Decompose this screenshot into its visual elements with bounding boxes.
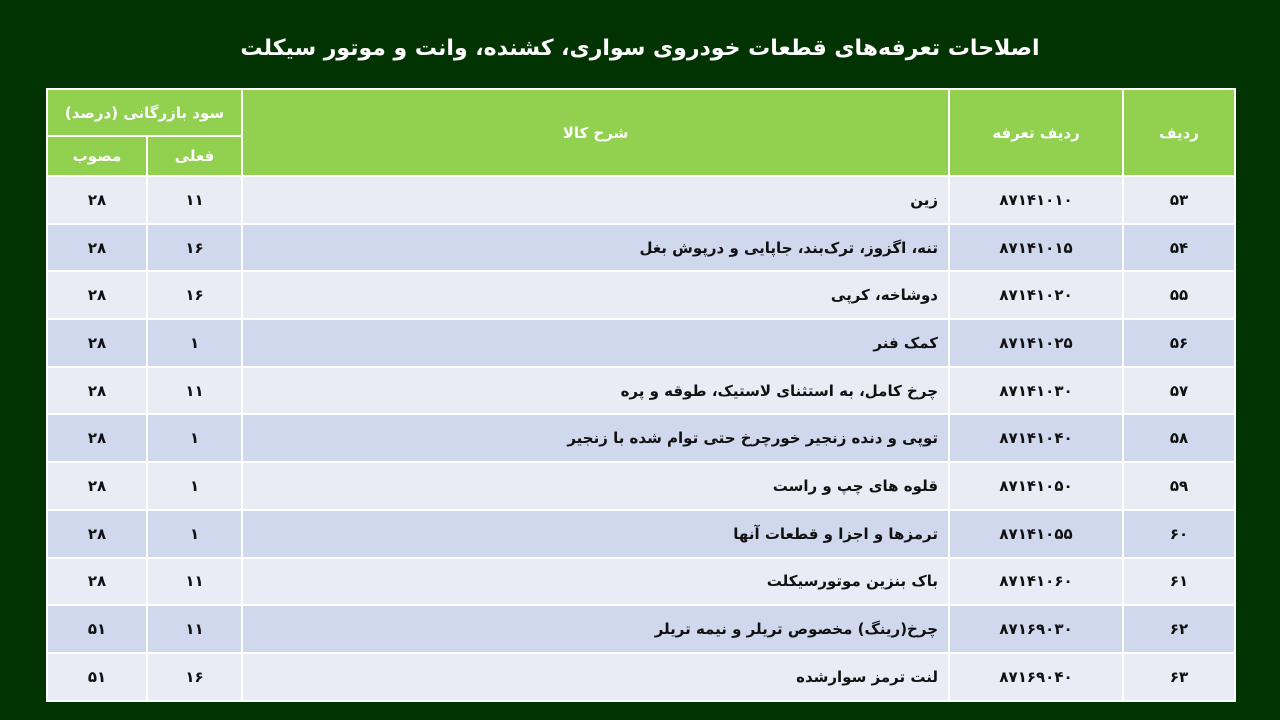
cell-current: ۱۶ xyxy=(147,271,242,319)
cell-description: تنه، اگزوز، ترک‌بند، جاپایی و درپوش بغل xyxy=(242,224,949,272)
table-row xyxy=(47,605,1235,653)
cell-current: ۱۶ xyxy=(147,653,242,701)
cell-approved: ۲۸ xyxy=(47,176,147,224)
cell-current: ۱۱ xyxy=(147,558,242,606)
cell-tariff: ۸۷۱۴۱۰۵۰ xyxy=(949,462,1123,510)
cell-approved: ۲۸ xyxy=(47,319,147,367)
cell-row-number: ۵۴ xyxy=(1123,224,1235,272)
cell-approved: ۲۸ xyxy=(47,558,147,606)
table-row xyxy=(47,176,1235,224)
cell-approved: ۲۸ xyxy=(47,271,147,319)
cell-current: ۱ xyxy=(147,462,242,510)
cell-row-number: ۵۵ xyxy=(1123,271,1235,319)
header-current: فعلی xyxy=(147,136,242,176)
cell-description: دوشاخه، کرپی xyxy=(242,271,949,319)
cell-approved: ۲۸ xyxy=(47,414,147,462)
page-title: اصلاحات تعرفه‌های قطعات خودروی سواری، کشنده، وانت و موتور سیکلت xyxy=(240,36,1040,61)
cell-tariff: ۸۷۱۶۹۰۴۰ xyxy=(949,653,1123,701)
cell-row-number: ۵۳ xyxy=(1123,176,1235,224)
cell-current: ۱ xyxy=(147,510,242,558)
table-row xyxy=(47,653,1235,701)
cell-current: ۱۱ xyxy=(147,176,242,224)
cell-row-number: ۶۱ xyxy=(1123,558,1235,606)
table-row xyxy=(47,271,1235,319)
header-tariff: ردیف تعرفه xyxy=(949,89,1123,176)
cell-approved: ۲۸ xyxy=(47,367,147,415)
cell-row-number: ۵۹ xyxy=(1123,462,1235,510)
table-row xyxy=(47,414,1235,462)
cell-description: قلوه های چپ و راست xyxy=(242,462,949,510)
cell-current: ۱۱ xyxy=(147,367,242,415)
cell-tariff: ۸۷۱۴۱۰۶۰ xyxy=(949,558,1123,606)
cell-approved: ۲۸ xyxy=(47,462,147,510)
cell-description: ترمزها و اجزا و قطعات آنها xyxy=(242,510,949,558)
cell-row-number: ۶۳ xyxy=(1123,653,1235,701)
cell-current: ۱۱ xyxy=(147,605,242,653)
cell-approved: ۲۸ xyxy=(47,224,147,272)
cell-tariff: ۸۷۱۴۱۰۲۵ xyxy=(949,319,1123,367)
cell-current: ۱۶ xyxy=(147,224,242,272)
cell-tariff: ۸۷۱۴۱۰۴۰ xyxy=(949,414,1123,462)
table-row xyxy=(47,510,1235,558)
table-row xyxy=(47,319,1235,367)
cell-description: توپی و دنده زنجیر خورچرخ حتی توام شده با زنجیر xyxy=(242,414,949,462)
cell-row-number: ۶۰ xyxy=(1123,510,1235,558)
cell-description: چرخ کامل، به استثنای لاستیک، طوقه و پره xyxy=(242,367,949,415)
table-row xyxy=(47,367,1235,415)
cell-row-number: ۶۲ xyxy=(1123,605,1235,653)
cell-current: ۱ xyxy=(147,319,242,367)
header-approved: مصوب xyxy=(47,136,147,176)
cell-description: کمک فنر xyxy=(242,319,949,367)
cell-description: زین xyxy=(242,176,949,224)
cell-current: ۱ xyxy=(147,414,242,462)
cell-tariff: ۸۷۱۴۱۰۳۰ xyxy=(949,367,1123,415)
cell-approved: ۵۱ xyxy=(47,653,147,701)
cell-row-number: ۵۷ xyxy=(1123,367,1235,415)
header-description: شرح کالا xyxy=(242,89,949,176)
header-profit: سود بازرگانی (درصد) xyxy=(47,89,242,136)
cell-tariff: ۸۷۱۴۱۰۵۵ xyxy=(949,510,1123,558)
cell-description: چرخ(رینگ) مخصوص تریلر و نیمه تریلر xyxy=(242,605,949,653)
cell-description: لنت ترمز سوارشده xyxy=(242,653,949,701)
cell-tariff: ۸۷۱۶۹۰۳۰ xyxy=(949,605,1123,653)
cell-row-number: ۵۸ xyxy=(1123,414,1235,462)
cell-description: باک بنزین موتورسیکلت xyxy=(242,558,949,606)
table-row xyxy=(47,558,1235,606)
cell-approved: ۵۱ xyxy=(47,605,147,653)
cell-approved: ۲۸ xyxy=(47,510,147,558)
table-row xyxy=(47,462,1235,510)
header-row-number: ردیف xyxy=(1123,89,1235,176)
cell-tariff: ۸۷۱۴۱۰۱۰ xyxy=(949,176,1123,224)
tariff-table xyxy=(46,88,1236,702)
table-row xyxy=(47,224,1235,272)
cell-tariff: ۸۷۱۴۱۰۲۰ xyxy=(949,271,1123,319)
cell-tariff: ۸۷۱۴۱۰۱۵ xyxy=(949,224,1123,272)
cell-row-number: ۵۶ xyxy=(1123,319,1235,367)
